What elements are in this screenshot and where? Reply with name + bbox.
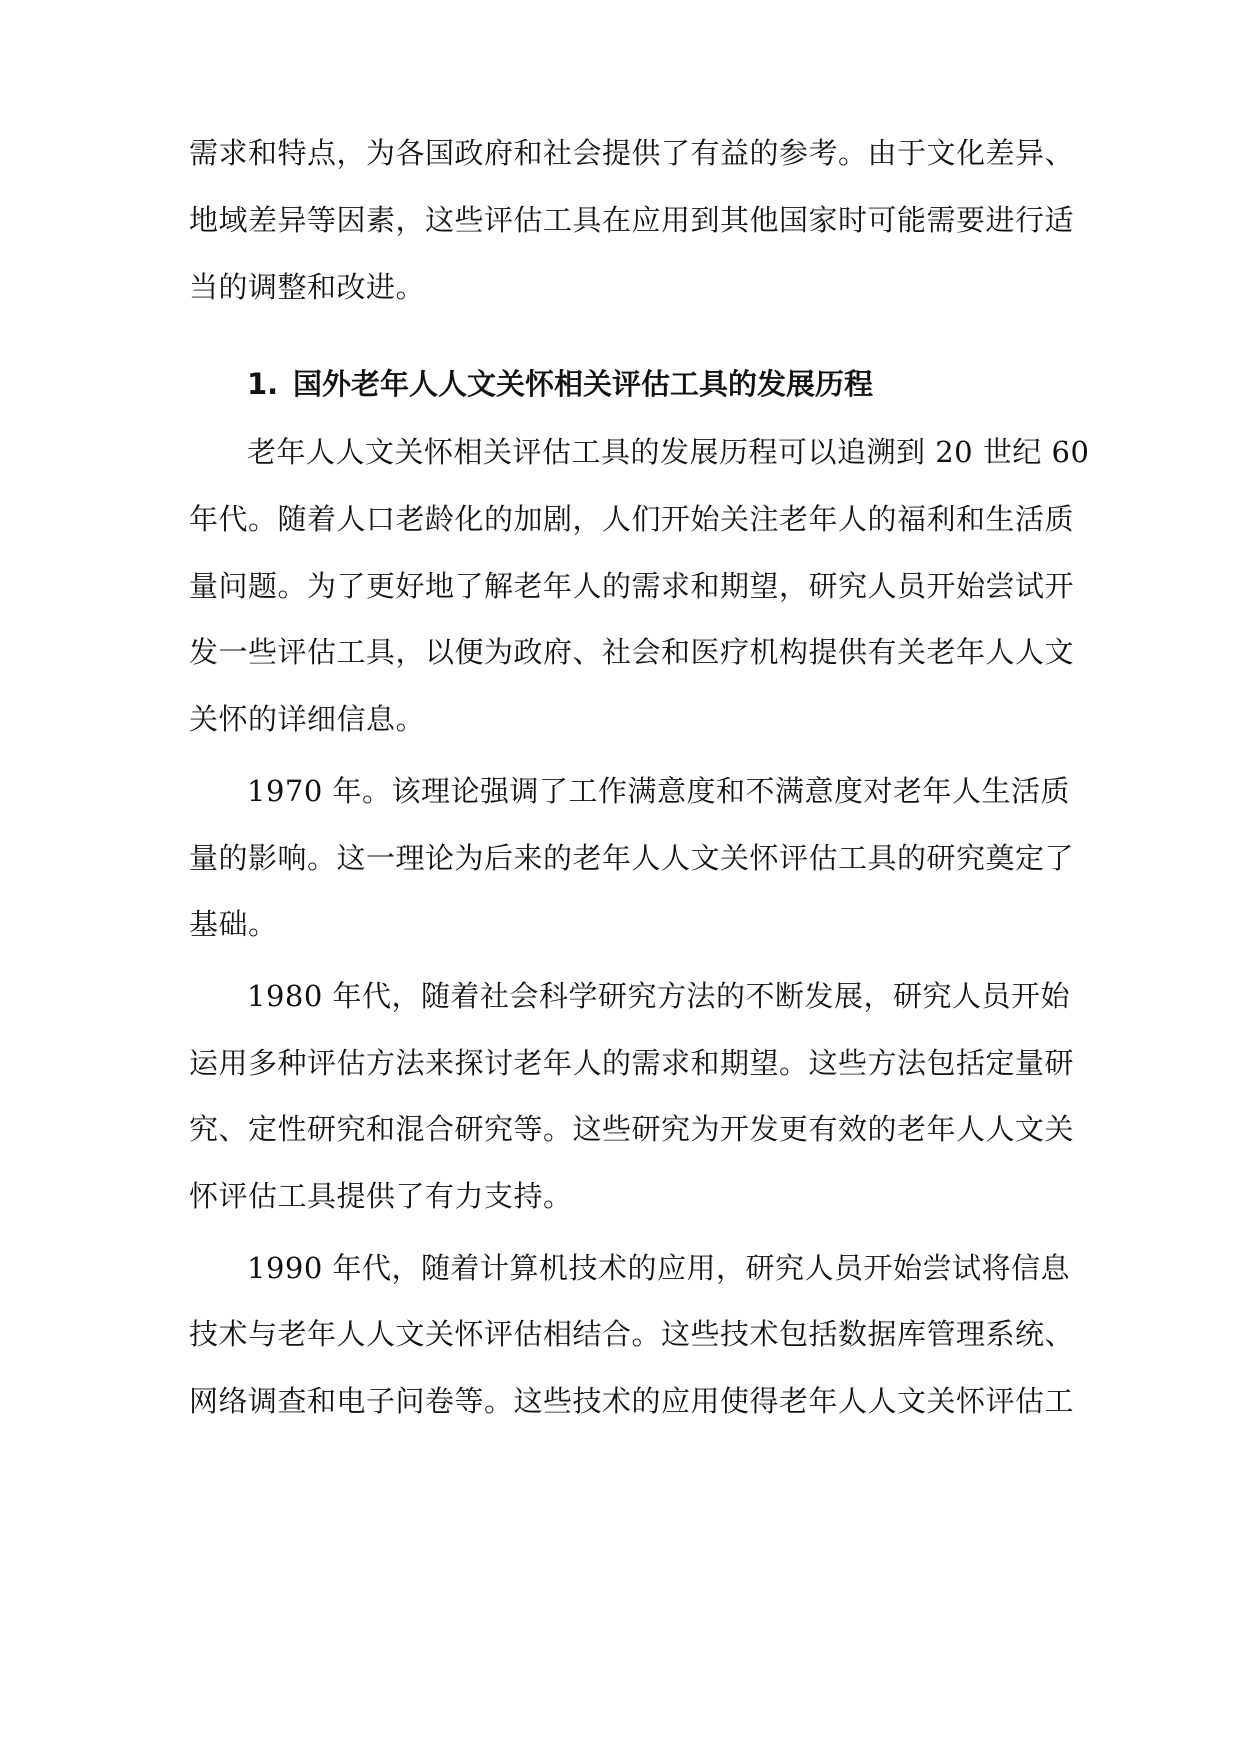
text-line: 网络调查和电子问卷等。这些技术的应用使得老年人人文关怀评估工: [189, 1384, 1075, 1418]
text-line: 1970 年。该理论强调了工作满意度和不满意度对老年人生活质: [247, 774, 1071, 808]
text-line: 技术与老年人人文关怀评估相结合。这些技术包括数据库管理系统、: [189, 1317, 1075, 1351]
text-line: 基础。: [189, 907, 278, 941]
text-line: 1980 年代，随着社会科学研究方法的不断发展，研究人员开始: [247, 979, 1071, 1013]
text-line: 量的影响。这一理论为后来的老年人人文关怀评估工具的研究奠定了: [189, 841, 1075, 875]
section-number: 1.: [247, 367, 279, 401]
text-line: 发一些评估工具，以便为政府、社会和医疗机构提供有关老年人人文: [189, 635, 1075, 669]
text-line: 老年人人文关怀相关评估工具的发展历程可以追溯到 20 世纪 60: [247, 435, 1090, 469]
text-line: 1990 年代，随着计算机技术的应用，研究人员开始尝试将信息: [247, 1251, 1071, 1285]
section-heading: [247, 364, 1069, 404]
text-line: 地域差异等因素，这些评估工具在应用到其他国家时可能需要进行适: [189, 203, 1075, 237]
text-line: 究、定性研究和混合研究等。这些研究为开发更有效的老年人人文关: [189, 1112, 1075, 1146]
text-line: 需求和特点，为各国政府和社会提供了有益的参考。由于文化差异、: [189, 136, 1075, 170]
text-line: 量问题。为了更好地了解老年人的需求和期望，研究人员开始尝试开: [189, 569, 1075, 603]
text-line: 运用多种评估方法来探讨老年人的需求和期望。这些方法包括定量研: [189, 1046, 1075, 1080]
text-line: 年代。随着人口老龄化的加剧，人们开始关注老年人的福利和生活质: [189, 502, 1075, 536]
text-line: 关怀的详细信息。: [189, 702, 426, 736]
text-line: 当的调整和改进。: [189, 270, 426, 304]
section-title: 国外老年人人文关怀相关评估工具的发展历程: [293, 367, 874, 401]
text-line: 怀评估工具提供了有力支持。: [189, 1179, 573, 1213]
